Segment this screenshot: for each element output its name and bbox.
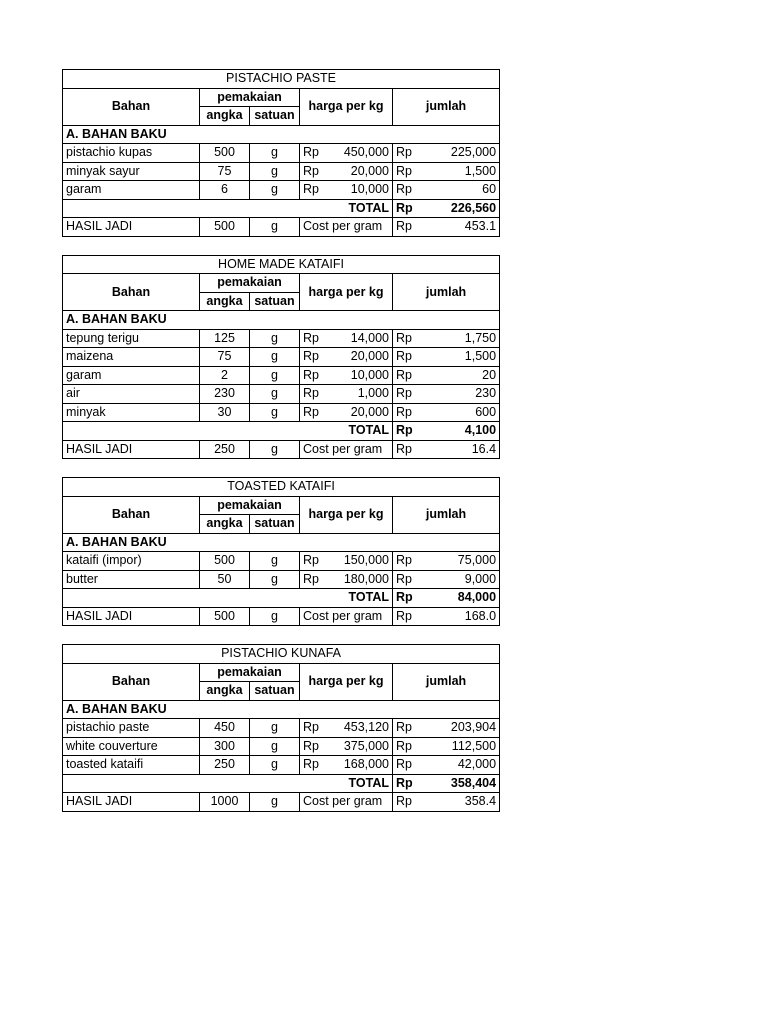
ingredient-amount: 1,500 <box>430 348 500 367</box>
ingredient-qty: 500 <box>200 144 250 163</box>
result-currency: Rp <box>393 793 430 812</box>
ingredient-name: pistachio paste <box>63 719 200 738</box>
price-per-kg: 180,000 <box>338 570 393 589</box>
price-currency: Rp <box>300 348 338 367</box>
price-per-kg: 20,000 <box>338 403 393 422</box>
ingredient-name: white couverture <box>63 737 200 756</box>
table-title: TOASTED KATAIFI <box>63 478 500 497</box>
amount-currency: Rp <box>393 570 430 589</box>
table-title: HOME MADE KATAIFI <box>63 255 500 274</box>
ingredient-name: butter <box>63 570 200 589</box>
ingredient-name: kataifi (impor) <box>63 552 200 571</box>
total-label: TOTAL <box>63 422 393 441</box>
ingredient-qty: 30 <box>200 403 250 422</box>
amount-currency: Rp <box>393 329 430 348</box>
table-title: PISTACHIO KUNAFA <box>63 645 500 664</box>
price-currency: Rp <box>300 756 338 775</box>
amount-currency: Rp <box>393 144 430 163</box>
header-satuan: satuan <box>250 515 300 534</box>
ingredient-unit: g <box>250 366 300 385</box>
ingredient-unit: g <box>250 144 300 163</box>
total-amount: 226,560 <box>430 199 500 218</box>
amount-currency: Rp <box>393 385 430 404</box>
table-title: PISTACHIO PASTE <box>63 70 500 89</box>
price-per-kg: 375,000 <box>338 737 393 756</box>
price-per-kg: 10,000 <box>338 181 393 200</box>
ingredient-amount: 75,000 <box>430 552 500 571</box>
table-row <box>63 181 500 200</box>
price-per-kg: 453,120 <box>338 719 393 738</box>
header-jumlah: jumlah <box>393 663 500 700</box>
header-bahan: Bahan <box>63 274 200 311</box>
ingredient-amount: 60 <box>430 181 500 200</box>
ingredient-unit: g <box>250 737 300 756</box>
price-currency: Rp <box>300 144 338 163</box>
price-per-kg: 1,000 <box>338 385 393 404</box>
result-qty: 250 <box>200 440 250 459</box>
ingredient-name: pistachio kupas <box>63 144 200 163</box>
result-label: HASIL JADI <box>63 607 200 626</box>
result-label: HASIL JADI <box>63 440 200 459</box>
price-per-kg: 450,000 <box>338 144 393 163</box>
table-row <box>63 329 500 348</box>
ingredient-unit: g <box>250 403 300 422</box>
header-angka: angka <box>200 515 250 534</box>
table-row <box>63 552 500 571</box>
amount-currency: Rp <box>393 552 430 571</box>
total-currency: Rp <box>393 199 430 218</box>
amount-currency: Rp <box>393 348 430 367</box>
section-label: A. BAHAN BAKU <box>63 533 500 552</box>
ingredient-name: garam <box>63 181 200 200</box>
table-gap <box>62 237 499 255</box>
price-currency: Rp <box>300 162 338 181</box>
header-satuan: satuan <box>250 292 300 311</box>
result-label: HASIL JADI <box>63 793 200 812</box>
result-currency: Rp <box>393 218 430 237</box>
ingredient-qty: 50 <box>200 570 250 589</box>
amount-currency: Rp <box>393 181 430 200</box>
ingredient-qty: 75 <box>200 348 250 367</box>
result-qty: 500 <box>200 607 250 626</box>
header-pemakaian: pemakaian <box>200 274 300 293</box>
header-angka: angka <box>200 107 250 126</box>
header-bahan: Bahan <box>63 496 200 533</box>
total-currency: Rp <box>393 774 430 793</box>
ingredient-amount: 600 <box>430 403 500 422</box>
header-bahan: Bahan <box>63 88 200 125</box>
ingredient-qty: 500 <box>200 552 250 571</box>
result-label: HASIL JADI <box>63 218 200 237</box>
cost-per-gram-label: Cost per gram <box>300 793 393 812</box>
total-currency: Rp <box>393 589 430 608</box>
header-harga: harga per kg <box>300 663 393 700</box>
header-harga: harga per kg <box>300 88 393 125</box>
amount-currency: Rp <box>393 403 430 422</box>
ingredient-amount: 230 <box>430 385 500 404</box>
table-row <box>63 403 500 422</box>
table-row <box>63 385 500 404</box>
result-unit: g <box>250 793 300 812</box>
price-per-kg: 150,000 <box>338 552 393 571</box>
cost-per-gram-label: Cost per gram <box>300 218 393 237</box>
ingredient-amount: 9,000 <box>430 570 500 589</box>
total-currency: Rp <box>393 422 430 441</box>
price-per-kg: 168,000 <box>338 756 393 775</box>
ingredient-amount: 112,500 <box>430 737 500 756</box>
header-pemakaian: pemakaian <box>200 88 300 107</box>
total-amount: 4,100 <box>430 422 500 441</box>
price-currency: Rp <box>300 366 338 385</box>
ingredient-name: garam <box>63 366 200 385</box>
ingredient-name: air <box>63 385 200 404</box>
header-jumlah: jumlah <box>393 496 500 533</box>
total-label: TOTAL <box>63 199 393 218</box>
ingredient-name: toasted kataifi <box>63 756 200 775</box>
ingredient-amount: 225,000 <box>430 144 500 163</box>
cost-per-gram-value: 168.0 <box>430 607 500 626</box>
ingredient-unit: g <box>250 570 300 589</box>
amount-currency: Rp <box>393 366 430 385</box>
price-currency: Rp <box>300 403 338 422</box>
table-gap <box>62 459 499 477</box>
price-currency: Rp <box>300 737 338 756</box>
table-gap <box>62 626 499 644</box>
result-unit: g <box>250 218 300 237</box>
header-satuan: satuan <box>250 682 300 701</box>
ingredient-qty: 250 <box>200 756 250 775</box>
cost-per-gram-label: Cost per gram <box>300 607 393 626</box>
ingredient-name: minyak sayur <box>63 162 200 181</box>
ingredient-unit: g <box>250 162 300 181</box>
amount-currency: Rp <box>393 737 430 756</box>
header-angka: angka <box>200 682 250 701</box>
ingredient-qty: 6 <box>200 181 250 200</box>
recipe-cost-table <box>62 644 500 812</box>
ingredient-amount: 42,000 <box>430 756 500 775</box>
ingredient-qty: 300 <box>200 737 250 756</box>
header-bahan: Bahan <box>63 663 200 700</box>
result-qty: 1000 <box>200 793 250 812</box>
price-currency: Rp <box>300 570 338 589</box>
ingredient-unit: g <box>250 181 300 200</box>
section-label: A. BAHAN BAKU <box>63 311 500 330</box>
cost-per-gram-value: 16.4 <box>430 440 500 459</box>
recipe-cost-table <box>62 255 500 460</box>
header-angka: angka <box>200 292 250 311</box>
amount-currency: Rp <box>393 756 430 775</box>
total-amount: 84,000 <box>430 589 500 608</box>
cost-per-gram-label: Cost per gram <box>300 440 393 459</box>
price-currency: Rp <box>300 552 338 571</box>
ingredient-name: minyak <box>63 403 200 422</box>
table-row <box>63 162 500 181</box>
header-jumlah: jumlah <box>393 88 500 125</box>
ingredient-amount: 1,750 <box>430 329 500 348</box>
table-row <box>63 144 500 163</box>
spreadsheet <box>62 69 499 812</box>
ingredient-qty: 75 <box>200 162 250 181</box>
price-currency: Rp <box>300 329 338 348</box>
header-pemakaian: pemakaian <box>200 496 300 515</box>
amount-currency: Rp <box>393 719 430 738</box>
ingredient-qty: 230 <box>200 385 250 404</box>
table-row <box>63 570 500 589</box>
header-harga: harga per kg <box>300 496 393 533</box>
cost-per-gram-value: 358.4 <box>430 793 500 812</box>
ingredient-qty: 450 <box>200 719 250 738</box>
table-row <box>63 348 500 367</box>
result-unit: g <box>250 607 300 626</box>
result-currency: Rp <box>393 440 430 459</box>
recipe-cost-table <box>62 69 500 237</box>
table-row <box>63 719 500 738</box>
ingredient-name: maizena <box>63 348 200 367</box>
price-per-kg: 20,000 <box>338 348 393 367</box>
price-currency: Rp <box>300 719 338 738</box>
amount-currency: Rp <box>393 162 430 181</box>
total-amount: 358,404 <box>430 774 500 793</box>
recipe-cost-table <box>62 477 500 626</box>
cost-per-gram-value: 453.1 <box>430 218 500 237</box>
total-label: TOTAL <box>63 589 393 608</box>
ingredient-unit: g <box>250 329 300 348</box>
ingredient-unit: g <box>250 552 300 571</box>
price-per-kg: 20,000 <box>338 162 393 181</box>
result-qty: 500 <box>200 218 250 237</box>
table-row <box>63 737 500 756</box>
ingredient-qty: 125 <box>200 329 250 348</box>
header-harga: harga per kg <box>300 274 393 311</box>
header-satuan: satuan <box>250 107 300 126</box>
ingredient-name: tepung terigu <box>63 329 200 348</box>
ingredient-amount: 1,500 <box>430 162 500 181</box>
ingredient-unit: g <box>250 719 300 738</box>
total-label: TOTAL <box>63 774 393 793</box>
section-label: A. BAHAN BAKU <box>63 125 500 144</box>
ingredient-unit: g <box>250 348 300 367</box>
price-per-kg: 14,000 <box>338 329 393 348</box>
table-row <box>63 366 500 385</box>
ingredient-amount: 203,904 <box>430 719 500 738</box>
section-label: A. BAHAN BAKU <box>63 700 500 719</box>
price-currency: Rp <box>300 385 338 404</box>
price-per-kg: 10,000 <box>338 366 393 385</box>
header-pemakaian: pemakaian <box>200 663 300 682</box>
result-unit: g <box>250 440 300 459</box>
price-currency: Rp <box>300 181 338 200</box>
ingredient-amount: 20 <box>430 366 500 385</box>
result-currency: Rp <box>393 607 430 626</box>
ingredient-unit: g <box>250 385 300 404</box>
header-jumlah: jumlah <box>393 274 500 311</box>
table-row <box>63 756 500 775</box>
ingredient-qty: 2 <box>200 366 250 385</box>
ingredient-unit: g <box>250 756 300 775</box>
